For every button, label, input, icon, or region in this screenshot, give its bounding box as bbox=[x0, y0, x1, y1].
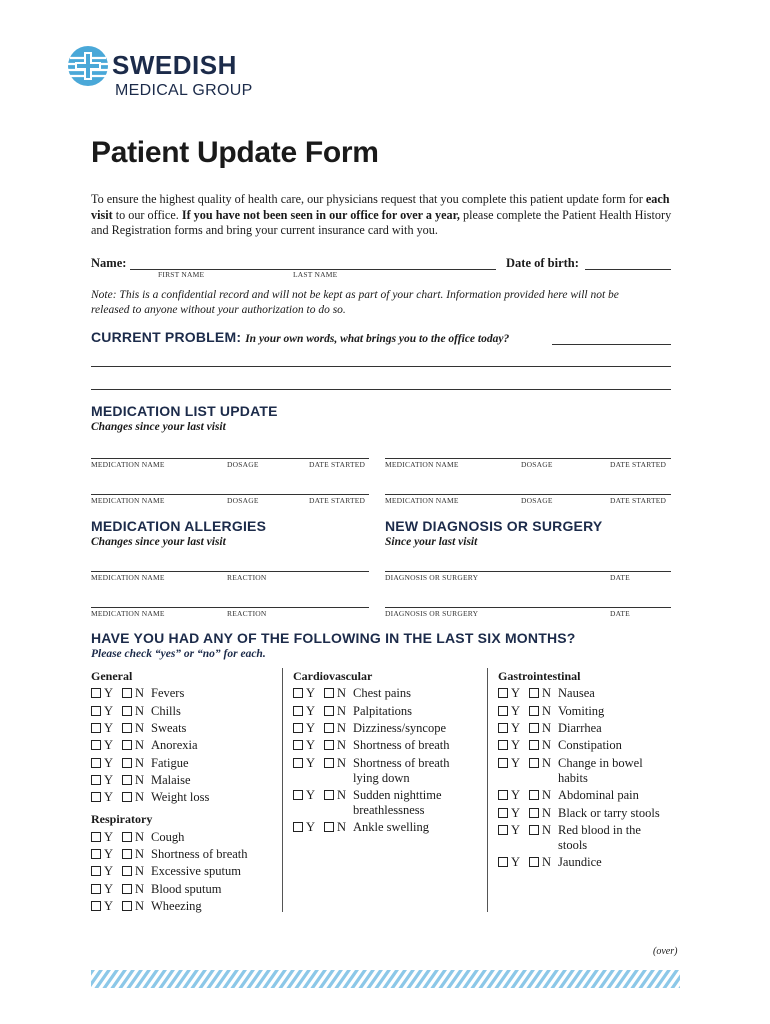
no-label: N bbox=[135, 773, 145, 787]
no-label: N bbox=[135, 721, 145, 735]
symptom-label: Fevers bbox=[151, 686, 185, 700]
yes-no-checkboxes bbox=[91, 790, 151, 805]
yes-label: Y bbox=[511, 855, 521, 869]
yes-checkbox[interactable] bbox=[91, 792, 101, 802]
no-checkbox[interactable] bbox=[529, 688, 539, 698]
no-checkbox[interactable] bbox=[324, 822, 334, 832]
yes-checkbox[interactable] bbox=[293, 822, 303, 832]
yes-checkbox[interactable] bbox=[91, 884, 101, 894]
no-label: N bbox=[337, 820, 347, 834]
no-label: N bbox=[135, 704, 145, 718]
col-diagnosis: DIAGNOSIS OR SURGERY bbox=[385, 609, 479, 618]
yes-no-checkboxes bbox=[91, 882, 151, 897]
yes-label: Y bbox=[104, 899, 114, 913]
symptom-label: Wheezing bbox=[151, 899, 202, 913]
yes-label: Y bbox=[104, 756, 114, 770]
no-label: N bbox=[542, 855, 552, 869]
symptom-row bbox=[293, 738, 463, 753]
symptom-label: Fatigue bbox=[151, 756, 189, 770]
col-dosage: DOSAGE bbox=[521, 460, 553, 469]
symptom-label: Palpitations bbox=[353, 704, 413, 718]
yes-no-checkboxes bbox=[91, 738, 151, 753]
no-checkbox[interactable] bbox=[324, 740, 334, 750]
col-date-started: DATE STARTED bbox=[610, 496, 667, 505]
yes-label: Y bbox=[511, 704, 521, 718]
no-checkbox[interactable] bbox=[122, 706, 132, 716]
col-medication-name: MEDICATION NAME bbox=[385, 496, 459, 505]
no-checkbox[interactable] bbox=[122, 866, 132, 876]
diagnosis-subheading: Since your last visit bbox=[385, 536, 478, 548]
symptom-label: Blood sputum bbox=[151, 882, 222, 896]
col-allergy-medication: MEDICATION NAME bbox=[91, 609, 165, 618]
yes-label: Y bbox=[306, 686, 316, 700]
yes-label: Y bbox=[511, 756, 521, 770]
no-label: N bbox=[542, 704, 552, 718]
yes-checkbox[interactable] bbox=[91, 723, 101, 733]
no-label: N bbox=[135, 790, 145, 804]
no-label: N bbox=[337, 756, 347, 770]
yes-no-checkboxes bbox=[498, 738, 558, 753]
dob-label: Date of birth: bbox=[506, 256, 579, 270]
symptom-row bbox=[498, 738, 668, 753]
yes-label: Y bbox=[511, 806, 521, 820]
yes-checkbox[interactable] bbox=[91, 901, 101, 911]
yes-checkbox[interactable] bbox=[498, 723, 508, 733]
symptom-row bbox=[91, 882, 261, 897]
yes-checkbox[interactable] bbox=[91, 849, 101, 859]
symptom-label: Malaise bbox=[151, 773, 191, 787]
yes-checkbox[interactable] bbox=[498, 825, 508, 835]
current-problem-line-1[interactable] bbox=[552, 344, 671, 345]
symptom-row bbox=[498, 686, 668, 701]
no-checkbox[interactable] bbox=[122, 740, 132, 750]
no-checkbox[interactable] bbox=[529, 808, 539, 818]
symptoms-subheading: Please check “yes” or “no” for each. bbox=[91, 648, 266, 660]
no-label: N bbox=[135, 899, 145, 913]
yes-no-checkboxes bbox=[91, 773, 151, 788]
symptom-label: Diarrhea bbox=[558, 721, 602, 735]
symptom-row bbox=[293, 704, 463, 719]
no-checkbox[interactable] bbox=[529, 758, 539, 768]
allergies-heading: MEDICATION ALLERGIES bbox=[91, 518, 267, 534]
yes-checkbox[interactable] bbox=[91, 832, 101, 842]
symptom-label: Chills bbox=[151, 704, 181, 718]
symptom-row bbox=[91, 686, 261, 701]
symptom-row bbox=[498, 721, 668, 736]
intro-text-3: please complete the Patient Health History and Registration forms and bring your current insurance card with you. bbox=[91, 207, 672, 237]
yes-label: Y bbox=[306, 721, 316, 735]
intro-bold-2: If you have not been seen in our office for over a year, bbox=[181, 207, 460, 222]
no-checkbox[interactable] bbox=[529, 706, 539, 716]
yes-no-checkboxes bbox=[498, 756, 558, 786]
yes-label: Y bbox=[104, 704, 114, 718]
medication-line[interactable] bbox=[91, 458, 369, 459]
no-label: N bbox=[337, 704, 347, 718]
cardiovascular-heading: Cardiovascular bbox=[293, 669, 373, 683]
yes-label: Y bbox=[104, 847, 114, 861]
no-checkbox[interactable] bbox=[324, 723, 334, 733]
yes-no-checkboxes bbox=[91, 686, 151, 701]
no-checkbox[interactable] bbox=[529, 740, 539, 750]
no-checkbox[interactable] bbox=[122, 901, 132, 911]
no-checkbox[interactable] bbox=[122, 792, 132, 802]
yes-no-checkboxes bbox=[91, 721, 151, 736]
yes-no-checkboxes bbox=[91, 864, 151, 879]
no-label: N bbox=[542, 756, 552, 770]
no-label: N bbox=[542, 721, 552, 735]
no-label: N bbox=[135, 830, 145, 844]
yes-label: Y bbox=[511, 738, 521, 752]
symptom-row bbox=[91, 704, 261, 719]
symptom-row bbox=[91, 773, 261, 788]
medication-line[interactable] bbox=[91, 494, 369, 495]
over-text: (over) bbox=[653, 946, 678, 957]
yes-no-checkboxes bbox=[498, 855, 558, 870]
symptom-row bbox=[498, 704, 668, 719]
symptom-row bbox=[498, 788, 668, 803]
yes-label: Y bbox=[306, 788, 316, 802]
current-problem-line-2[interactable] bbox=[91, 366, 671, 367]
allergy-line[interactable] bbox=[91, 571, 369, 572]
yes-no-checkboxes bbox=[498, 788, 558, 803]
symptom-row bbox=[498, 823, 668, 853]
intro-text-2: to our office. bbox=[112, 207, 182, 222]
yes-no-checkboxes bbox=[293, 704, 353, 719]
intro-text-1: To ensure the highest quality of health care, our physicians request that you complete this patient update form for bbox=[91, 192, 646, 206]
symptom-row bbox=[498, 756, 668, 786]
yes-checkbox[interactable] bbox=[498, 740, 508, 750]
medication-list-subheading: Changes since your last visit bbox=[91, 421, 226, 433]
yes-checkbox[interactable] bbox=[91, 775, 101, 785]
no-label: N bbox=[135, 864, 145, 878]
no-checkbox[interactable] bbox=[122, 688, 132, 698]
column-divider bbox=[282, 668, 283, 912]
symptom-row bbox=[91, 830, 261, 845]
yes-label: Y bbox=[511, 788, 521, 802]
yes-checkbox[interactable] bbox=[498, 758, 508, 768]
symptom-label: Shortness of breath bbox=[151, 847, 248, 861]
symptom-label: Shortness of breath bbox=[353, 738, 450, 752]
gastrointestinal-heading: Gastrointestinal bbox=[498, 669, 581, 683]
yes-no-checkboxes bbox=[498, 806, 558, 821]
intro-bold-1: each visit bbox=[91, 192, 670, 222]
allergies-subheading: Changes since your last visit bbox=[91, 536, 226, 548]
yes-checkbox[interactable] bbox=[293, 688, 303, 698]
symptom-row bbox=[91, 721, 261, 736]
yes-no-checkboxes bbox=[91, 756, 151, 771]
last-name-caption: LAST NAME bbox=[293, 270, 338, 279]
symptom-label: Chest pains bbox=[353, 686, 411, 700]
no-checkbox[interactable] bbox=[122, 775, 132, 785]
symptom-row bbox=[91, 738, 261, 753]
yes-checkbox[interactable] bbox=[293, 740, 303, 750]
yes-checkbox[interactable] bbox=[498, 688, 508, 698]
symptoms-heading: HAVE YOU HAD ANY OF THE FOLLOWING IN THE LAST SIX MONTHS? bbox=[91, 630, 576, 646]
no-label: N bbox=[135, 686, 145, 700]
symptom-label: Weight loss bbox=[151, 790, 210, 804]
column-divider bbox=[487, 668, 488, 912]
yes-label: Y bbox=[306, 704, 316, 718]
col-reaction: REACTION bbox=[227, 609, 267, 618]
current-problem-prompt: In your own words, what brings you to the office today? bbox=[245, 333, 510, 345]
first-name-caption: FIRST NAME bbox=[158, 270, 205, 279]
no-label: N bbox=[337, 686, 347, 700]
yes-no-checkboxes bbox=[293, 738, 353, 753]
col-medication-name: MEDICATION NAME bbox=[91, 496, 165, 505]
symptom-row bbox=[293, 788, 463, 818]
no-checkbox[interactable] bbox=[122, 849, 132, 859]
col-reaction: REACTION bbox=[227, 573, 267, 582]
col-date-started: DATE STARTED bbox=[610, 460, 667, 469]
symptom-label: Ankle swelling bbox=[353, 820, 430, 834]
symptom-label: Dizziness/syncope bbox=[353, 721, 447, 735]
col-medication-name: MEDICATION NAME bbox=[385, 460, 459, 469]
yes-label: Y bbox=[104, 864, 114, 878]
confidentiality-note: Note: This is a confidential record and will not be kept as part of your chart. Information provided here will not be released to anyone without your authorization to do so. bbox=[91, 289, 619, 316]
symptom-label: Abdominal pain bbox=[558, 788, 639, 802]
yes-label: Y bbox=[306, 756, 316, 770]
symptom-label: Change in bowel habits bbox=[558, 756, 643, 785]
swedish-logo-icon bbox=[66, 44, 110, 88]
yes-checkbox[interactable] bbox=[293, 790, 303, 800]
respiratory-heading: Respiratory bbox=[91, 812, 153, 826]
symptom-row bbox=[91, 899, 261, 914]
no-label: N bbox=[542, 788, 552, 802]
no-checkbox[interactable] bbox=[122, 832, 132, 842]
yes-no-checkboxes bbox=[498, 686, 558, 701]
symptom-label: Jaundice bbox=[558, 855, 602, 869]
col-dosage: DOSAGE bbox=[227, 460, 259, 469]
page-title: Patient Update Form bbox=[91, 136, 379, 169]
yes-no-checkboxes bbox=[293, 820, 353, 835]
logo-subtitle: MEDICAL GROUP bbox=[115, 82, 253, 99]
yes-checkbox[interactable] bbox=[498, 706, 508, 716]
symptom-row bbox=[91, 790, 261, 805]
symptom-row bbox=[91, 756, 261, 771]
yes-label: Y bbox=[306, 738, 316, 752]
yes-checkbox[interactable] bbox=[498, 808, 508, 818]
yes-checkbox[interactable] bbox=[293, 758, 303, 768]
current-problem-line-3[interactable] bbox=[91, 389, 671, 390]
yes-label: Y bbox=[104, 721, 114, 735]
yes-no-checkboxes bbox=[498, 704, 558, 719]
symptom-label: Constipation bbox=[558, 738, 622, 752]
diagnosis-heading: NEW DIAGNOSIS OR SURGERY bbox=[385, 518, 603, 534]
no-label: N bbox=[135, 756, 145, 770]
no-label: N bbox=[337, 738, 347, 752]
medication-line[interactable] bbox=[385, 458, 671, 459]
no-checkbox[interactable] bbox=[529, 790, 539, 800]
symptom-row bbox=[293, 820, 463, 835]
col-date-started: DATE STARTED bbox=[309, 496, 366, 505]
yes-no-checkboxes bbox=[293, 721, 353, 736]
logo-name: SWEDISH bbox=[112, 50, 237, 80]
no-checkbox[interactable] bbox=[324, 706, 334, 716]
symptom-label: Vomiting bbox=[558, 704, 605, 718]
yes-label: Y bbox=[104, 738, 114, 752]
no-label: N bbox=[337, 788, 347, 802]
name-label: Name: bbox=[91, 256, 127, 270]
yes-checkbox[interactable] bbox=[91, 740, 101, 750]
yes-label: Y bbox=[104, 882, 114, 896]
current-problem-row bbox=[91, 329, 509, 347]
diagnosis-line[interactable] bbox=[385, 607, 671, 608]
no-checkbox[interactable] bbox=[529, 723, 539, 733]
yes-label: Y bbox=[104, 830, 114, 844]
yes-no-checkboxes bbox=[91, 830, 151, 845]
col-dosage: DOSAGE bbox=[521, 496, 553, 505]
yes-checkbox[interactable] bbox=[91, 866, 101, 876]
no-checkbox[interactable] bbox=[324, 688, 334, 698]
yes-label: Y bbox=[511, 823, 521, 837]
medication-list-heading: MEDICATION LIST UPDATE bbox=[91, 403, 278, 419]
symptom-label: Sudden nighttime breathlessness bbox=[353, 788, 442, 817]
yes-label: Y bbox=[104, 773, 114, 787]
yes-label: Y bbox=[104, 790, 114, 804]
yes-no-checkboxes bbox=[498, 823, 558, 853]
col-allergy-medication: MEDICATION NAME bbox=[91, 573, 165, 582]
yes-no-checkboxes bbox=[293, 686, 353, 701]
yes-no-checkboxes bbox=[293, 788, 353, 818]
yes-no-checkboxes bbox=[498, 721, 558, 736]
no-label: N bbox=[135, 847, 145, 861]
col-date: DATE bbox=[610, 573, 630, 582]
symptom-row bbox=[498, 806, 668, 821]
col-date-started: DATE STARTED bbox=[309, 460, 366, 469]
symptom-label: Black or tarry stools bbox=[558, 806, 660, 820]
symptom-row bbox=[293, 686, 463, 701]
symptom-label: Shortness of breath lying down bbox=[353, 756, 450, 785]
symptom-label: Excessive sputum bbox=[151, 864, 241, 878]
yes-checkbox[interactable] bbox=[91, 688, 101, 698]
symptom-row bbox=[91, 864, 261, 879]
no-checkbox[interactable] bbox=[324, 790, 334, 800]
no-checkbox[interactable] bbox=[324, 758, 334, 768]
symptom-label: Red blood in the stools bbox=[558, 823, 641, 852]
intro-paragraph bbox=[91, 192, 681, 239]
no-label: N bbox=[337, 721, 347, 735]
yes-checkbox[interactable] bbox=[91, 758, 101, 768]
no-checkbox[interactable] bbox=[122, 758, 132, 768]
general-heading: General bbox=[91, 669, 133, 683]
current-problem-heading: CURRENT PROBLEM: bbox=[91, 329, 242, 345]
col-date: DATE bbox=[610, 609, 630, 618]
symptom-label: Sweats bbox=[151, 721, 187, 735]
col-dosage: DOSAGE bbox=[227, 496, 259, 505]
diagnosis-line[interactable] bbox=[385, 571, 671, 572]
no-label: N bbox=[542, 823, 552, 837]
yes-label: Y bbox=[306, 820, 316, 834]
yes-no-checkboxes bbox=[293, 756, 353, 786]
yes-checkbox[interactable] bbox=[91, 706, 101, 716]
symptom-row bbox=[91, 847, 261, 862]
yes-label: Y bbox=[511, 721, 521, 735]
symptom-label: Nausea bbox=[558, 686, 595, 700]
no-label: N bbox=[542, 738, 552, 752]
yes-checkbox[interactable] bbox=[293, 723, 303, 733]
yes-checkbox[interactable] bbox=[293, 706, 303, 716]
col-diagnosis: DIAGNOSIS OR SURGERY bbox=[385, 573, 479, 582]
yes-no-checkboxes bbox=[91, 899, 151, 914]
yes-checkbox[interactable] bbox=[498, 857, 508, 867]
no-checkbox[interactable] bbox=[529, 825, 539, 835]
yes-label: Y bbox=[104, 686, 114, 700]
no-label: N bbox=[135, 738, 145, 752]
no-label: N bbox=[135, 882, 145, 896]
no-label: N bbox=[542, 806, 552, 820]
symptom-row bbox=[293, 721, 463, 736]
no-checkbox[interactable] bbox=[122, 884, 132, 894]
allergy-line[interactable] bbox=[91, 607, 369, 608]
no-label: N bbox=[542, 686, 552, 700]
no-checkbox[interactable] bbox=[529, 857, 539, 867]
symptom-label: Anorexia bbox=[151, 738, 198, 752]
yes-label: Y bbox=[511, 686, 521, 700]
symptom-label: Cough bbox=[151, 830, 185, 844]
yes-no-checkboxes bbox=[91, 704, 151, 719]
medication-line[interactable] bbox=[385, 494, 671, 495]
no-checkbox[interactable] bbox=[122, 723, 132, 733]
yes-checkbox[interactable] bbox=[498, 790, 508, 800]
yes-no-checkboxes bbox=[91, 847, 151, 862]
footer-stripe-band bbox=[91, 970, 680, 988]
symptom-row bbox=[498, 855, 668, 870]
symptom-row bbox=[293, 756, 463, 786]
dob-input-line[interactable] bbox=[585, 269, 671, 270]
col-medication-name: MEDICATION NAME bbox=[91, 460, 165, 469]
